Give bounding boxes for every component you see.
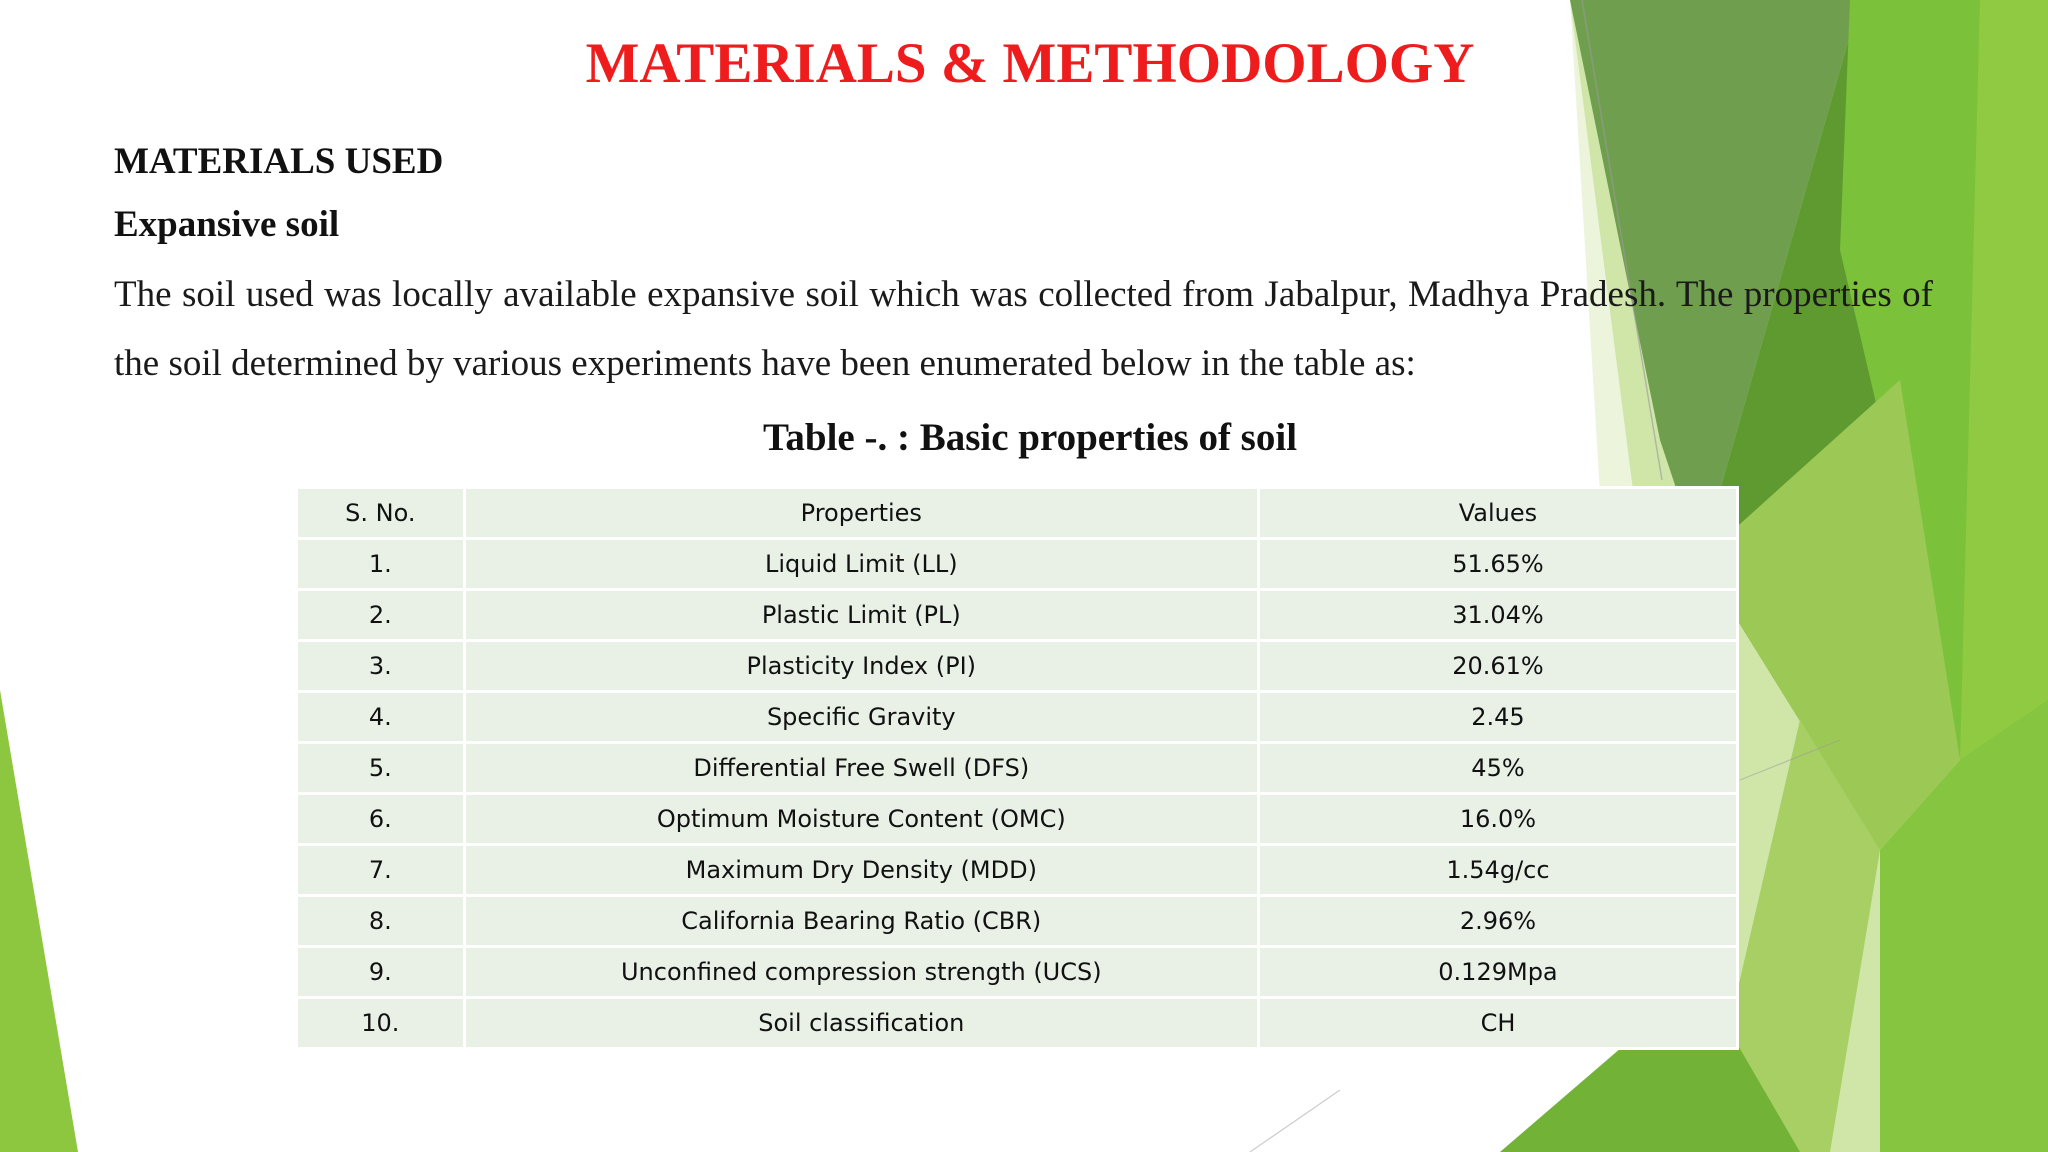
table-row — [297, 641, 1738, 692]
description-paragraph: The soil used was locally available expansive soil which was collected from Jabalpur, Madhya Pradesh. The properties of the soil determined by various experiments have been enumerated below in the table as: — [114, 274, 1933, 384]
table-row — [297, 539, 1738, 590]
table-row — [297, 590, 1738, 641]
table-row — [297, 896, 1738, 947]
cell-sno: 6. — [297, 794, 465, 845]
header-sno: S. No. — [297, 488, 465, 539]
cell-property: Plastic Limit (PL) — [464, 590, 1258, 641]
cell-sno: 5. — [297, 743, 465, 794]
table-row — [297, 845, 1738, 896]
table-row — [297, 743, 1738, 794]
cell-property: Liquid Limit (LL) — [464, 539, 1258, 590]
cell-property: Soil classification — [464, 998, 1258, 1049]
subheading: Expansive soil — [114, 204, 340, 245]
cell-sno: 1. — [297, 539, 465, 590]
cell-sno: 2. — [297, 590, 465, 641]
cell-property: Plasticity Index (PI) — [464, 641, 1258, 692]
cell-property: California Bearing Ratio (CBR) — [464, 896, 1258, 947]
cell-property: Specific Gravity — [464, 692, 1258, 743]
table-row — [297, 998, 1738, 1049]
table-header-row — [297, 488, 1738, 539]
cell-sno: 3. — [297, 641, 465, 692]
table-row — [297, 947, 1738, 998]
cell-value: 2.96% — [1258, 896, 1737, 947]
cell-property: Optimum Moisture Content (OMC) — [464, 794, 1258, 845]
cell-value: 0.129Mpa — [1258, 947, 1737, 998]
section-heading: MATERIALS USED — [114, 141, 444, 182]
cell-sno: 8. — [297, 896, 465, 947]
header-properties: Properties — [464, 488, 1258, 539]
cell-value: 16.0% — [1258, 794, 1737, 845]
cell-value: 2.45 — [1258, 692, 1737, 743]
soil-properties-table — [295, 486, 1739, 1050]
cell-property: Maximum Dry Density (MDD) — [464, 845, 1258, 896]
table-row — [297, 692, 1738, 743]
cell-value: 31.04% — [1258, 590, 1737, 641]
cell-sno: 9. — [297, 947, 465, 998]
cell-sno: 10. — [297, 998, 465, 1049]
header-values: Values — [1258, 488, 1737, 539]
cell-value: 1.54g/cc — [1258, 845, 1737, 896]
cell-sno: 7. — [297, 845, 465, 896]
cell-sno: 4. — [297, 692, 465, 743]
table-row — [297, 794, 1738, 845]
cell-value: CH — [1258, 998, 1737, 1049]
cell-property: Differential Free Swell (DFS) — [464, 743, 1258, 794]
cell-value: 45% — [1258, 743, 1737, 794]
cell-value: 51.65% — [1258, 539, 1737, 590]
slide-title: MATERIALS & METHODOLOGY — [585, 32, 1475, 95]
table-caption: Table -. : Basic properties of soil — [762, 416, 1298, 459]
cell-property: Unconfined compression strength (UCS) — [464, 947, 1258, 998]
cell-value: 20.61% — [1258, 641, 1737, 692]
